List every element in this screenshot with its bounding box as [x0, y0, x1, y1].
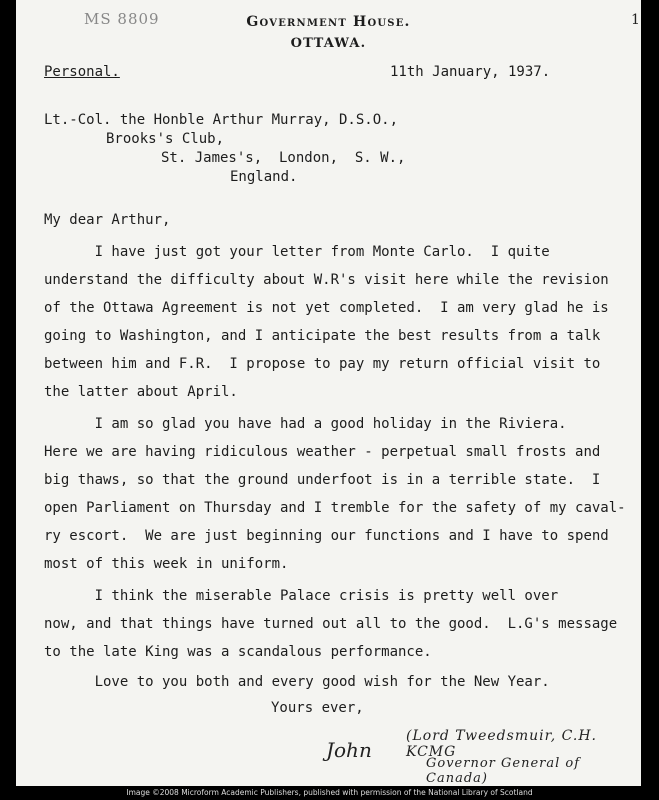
archive-mark: MS 8809: [84, 10, 160, 28]
body-line: going to Washington, and I anticipate the best results from a talk: [44, 328, 601, 344]
signature: John: [326, 738, 372, 762]
body-line: between him and F.R. I propose to pay my return official visit to: [44, 356, 601, 372]
personal-label: Personal.: [44, 64, 120, 80]
body-line: open Parliament on Thursday and I tremble for the safety of my caval-: [44, 500, 626, 516]
page-number: 1: [631, 12, 640, 28]
body-line: to the late King was a scandalous performance.: [44, 644, 432, 660]
handwritten-annotation-line1: (Lord Tweedsmuir, C.H. KCMG: [406, 728, 597, 760]
letter-page: [16, 0, 641, 786]
address-line: England.: [230, 169, 298, 185]
body-line: most of this week in uniform.: [44, 556, 289, 572]
body-line: I think the miserable Palace crisis is pretty well over: [44, 588, 559, 604]
salutation: My dear Arthur,: [44, 212, 171, 228]
address-line: Lt.-Col. the Honble Arthur Murray, D.S.O.,: [44, 112, 399, 128]
copyright-footer: Image ©2008 Microform Academic Publishers, published with permission of the National Library of Scotland: [126, 788, 533, 797]
body-line: ry escort. We are just beginning our functions and I have to spend: [44, 528, 609, 544]
letter-date: 11th January, 1937.: [390, 64, 551, 80]
body-line: I have just got your letter from Monte Carlo. I quite: [44, 244, 550, 260]
address-line: St. James's, London, S. W.,: [161, 150, 406, 166]
letterhead-title: Government House.: [246, 14, 411, 30]
closing: Yours ever,: [271, 700, 364, 716]
address-line: Brooks's Club,: [106, 131, 225, 147]
handwritten-annotation-line2: Governor General of Canada): [426, 756, 581, 786]
body-line: now, and that things have turned out all to the good. L.G's message: [44, 616, 618, 632]
letterhead-city: OTTAWA.: [290, 36, 367, 51]
body-line: of the Ottawa Agreement is not yet completed. I am very glad he is: [44, 300, 609, 316]
body-line: Here we are having ridiculous weather - perpetual small frosts and: [44, 444, 601, 460]
body-line: I am so glad you have had a good holiday in the Riviera.: [44, 416, 567, 432]
body-line: the latter about April.: [44, 384, 238, 400]
body-line: Love to you both and every good wish for the New Year.: [44, 674, 550, 690]
body-line: understand the difficulty about W.R's visit here while the revision: [44, 272, 609, 288]
body-line: big thaws, so that the ground underfoot is in a terrible state. I: [44, 472, 601, 488]
